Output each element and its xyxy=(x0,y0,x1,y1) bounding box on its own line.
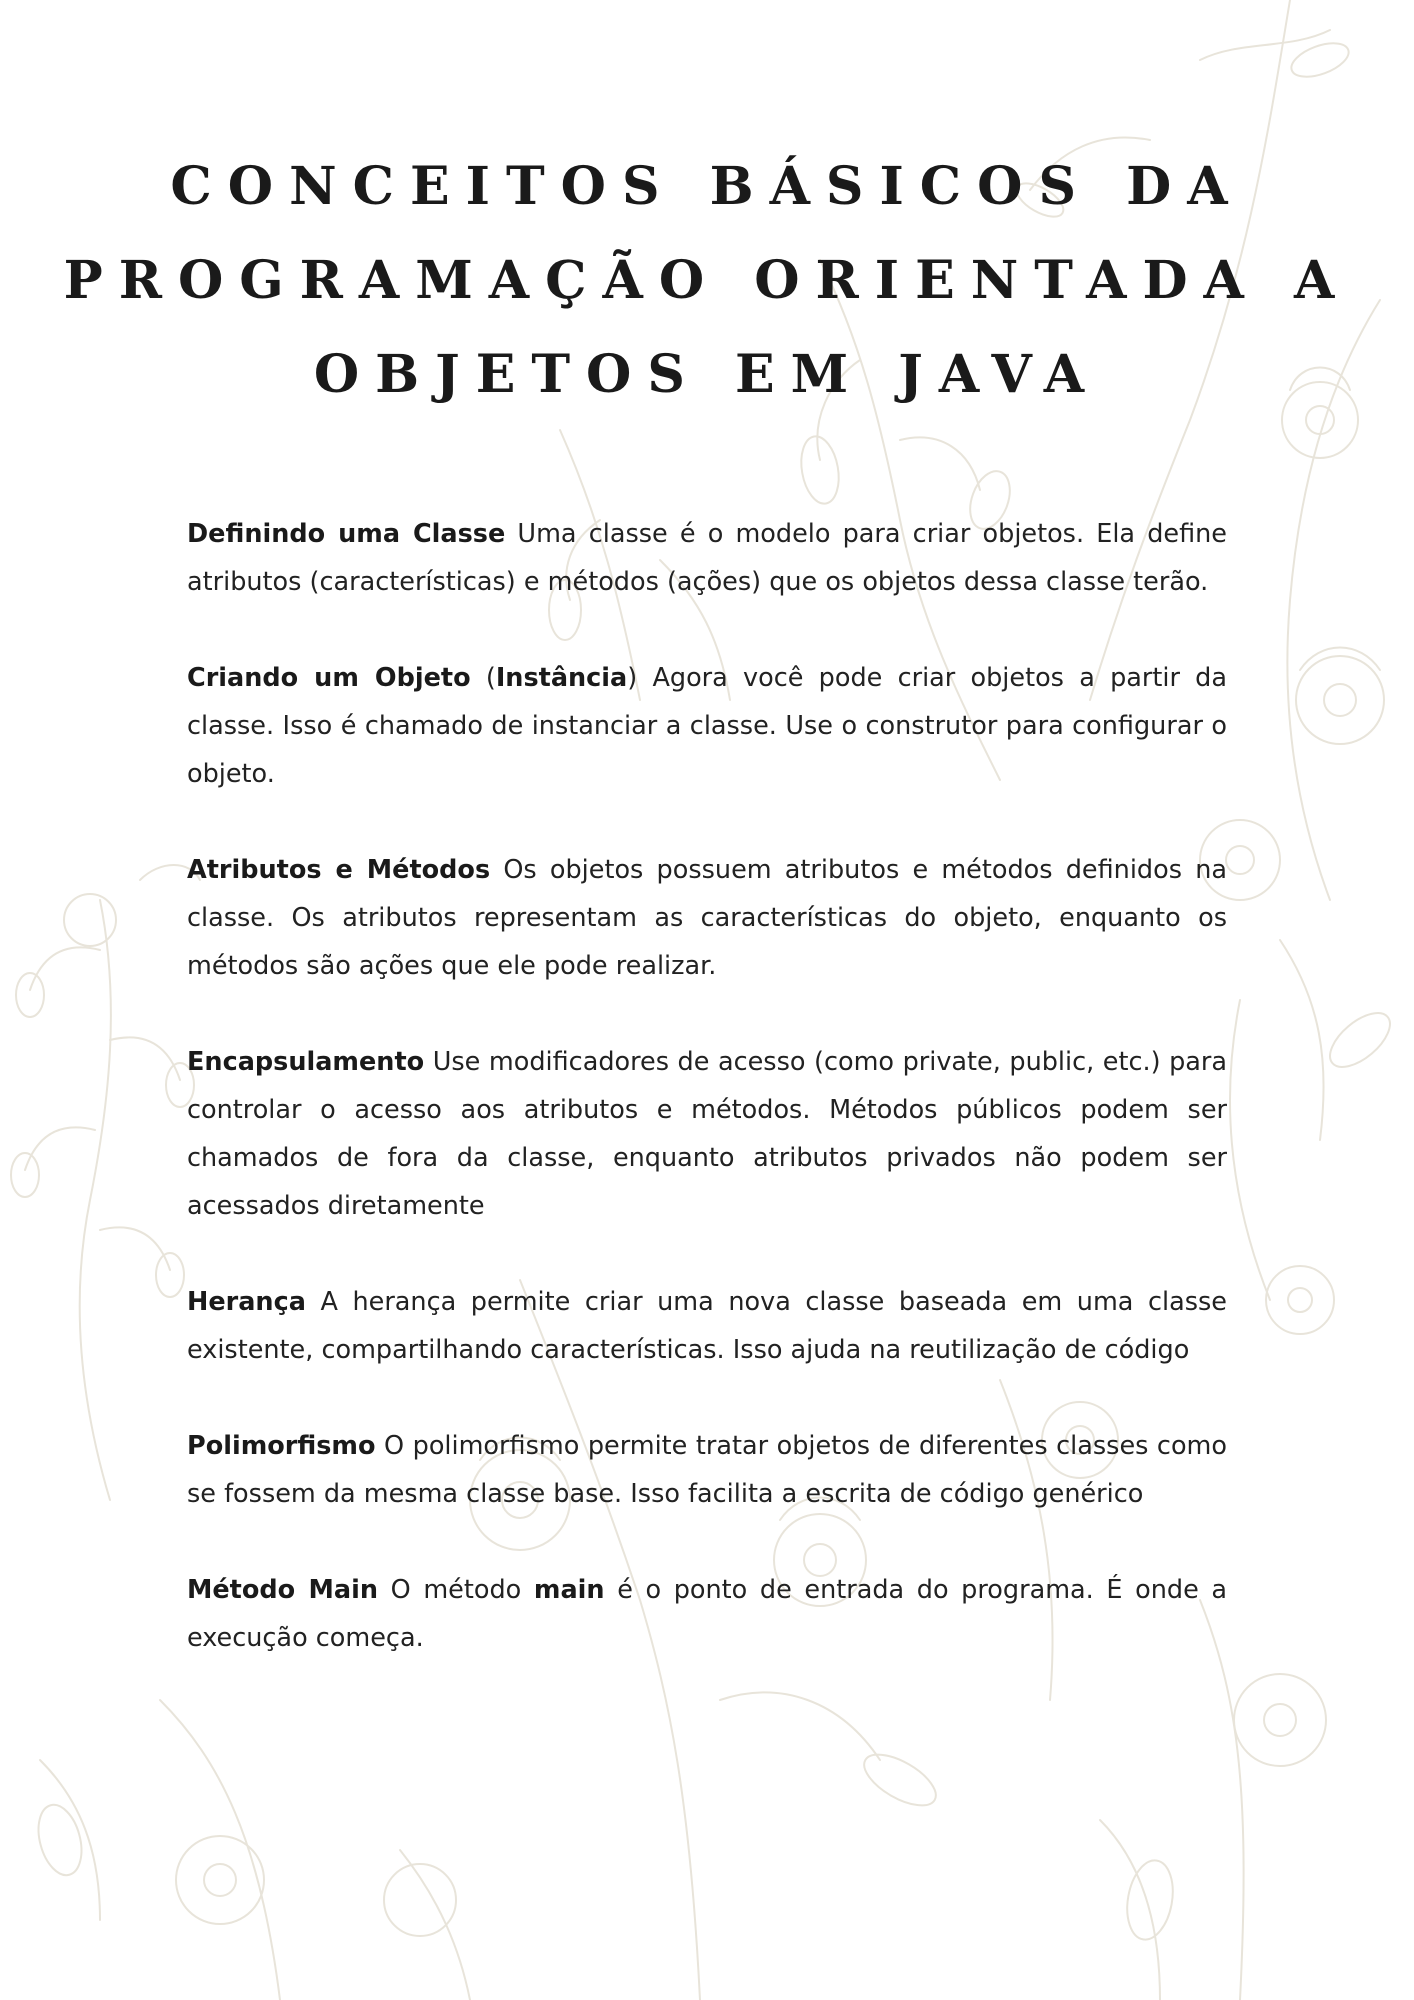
section-heading: Criando um Objeto xyxy=(187,663,471,693)
section-text: Os objetos possuem atributos e métodos definidos na classe. Os atributos representam as características do objeto, enquanto os métodos são ações que ele pode realizar. xyxy=(187,855,1227,981)
section-definindo-classe xyxy=(187,510,1227,606)
section-encapsulamento xyxy=(187,1038,1227,1230)
section-heranca xyxy=(187,1278,1227,1374)
page-title xyxy=(60,140,1354,422)
page-title-line-2: PROGRAMAÇÃO ORIENTADA A xyxy=(63,250,1351,311)
page-title-line-3: OBJETOS EM JAVA xyxy=(313,344,1101,405)
section-heading: Atributos e Métodos xyxy=(187,855,491,885)
section-heading-secondary: Instância xyxy=(495,663,628,693)
section-keyword-main: main xyxy=(533,1575,605,1605)
section-heading: Polimorfismo xyxy=(187,1431,376,1461)
section-criando-objeto xyxy=(187,654,1227,798)
section-text: A herança permite criar uma nova classe baseada em uma classe existente, compartilhando características. Isso ajuda na reutilização de código xyxy=(187,1287,1227,1365)
section-text: Uma classe é o modelo para criar objetos. Ela define atributos (características) e métodos (ações) que os objetos dessa classe terão. xyxy=(187,519,1227,597)
section-text: O polimorfismo permite tratar objetos de diferentes classes como se fossem da mesma classe base. Isso facilita a escrita de código genérico xyxy=(187,1431,1227,1509)
section-metodo-main xyxy=(187,1566,1227,1662)
section-heading: Encapsulamento xyxy=(187,1047,425,1077)
section-polimorfismo xyxy=(187,1422,1227,1518)
section-heading: Herança xyxy=(187,1287,306,1317)
section-heading: Definindo uma Classe xyxy=(187,519,506,549)
page-title-line-1: CONCEITOS BÁSICOS DA xyxy=(170,156,1244,217)
section-heading: Método Main xyxy=(187,1575,379,1605)
section-text: Use modificadores de acesso (como private, public, etc.) para controlar o acesso aos atributos e métodos. Métodos públicos podem ser chamados de fora da classe, enquanto atributos privados não podem ser acessados diretamente xyxy=(187,1047,1227,1221)
content-body xyxy=(187,510,1227,1710)
section-text: é o ponto de entrada do programa. É onde a execução começa. xyxy=(187,1575,1227,1653)
section-text-prefix: O método xyxy=(378,1575,534,1605)
section-atributos-metodos xyxy=(187,846,1227,990)
section-text-prefix: ( xyxy=(470,663,496,693)
section-text: ) Agora você pode criar objetos a partir da classe. Isso é chamado de instanciar a classe. Use o construtor para configurar o objeto. xyxy=(187,663,1227,789)
